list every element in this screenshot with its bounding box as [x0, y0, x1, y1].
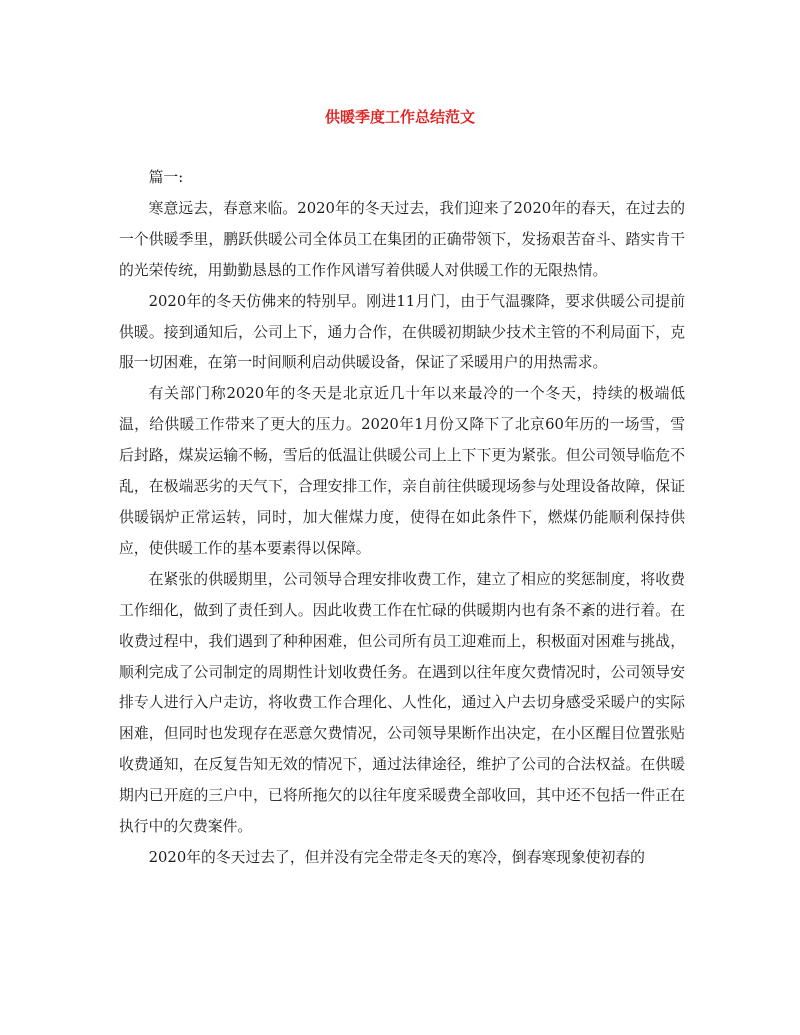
paragraph: 2020年的冬天仿佛来的特别早。刚进11月门，由于气温骤降，要求供暖公司提前供暖。接到通知后，公司上下，通力合作，在供暖初期缺少技术主管的不利局面下，克服一切困难，在第一时间顺利启动供暖设备，保证了采暖用户的用热需求。	[119, 292, 685, 372]
section-heading: 篇一:	[148, 169, 184, 186]
document-title: 供暖季度工作总结范文	[324, 108, 475, 126]
paragraph: 有关部门称2020年的冬天是北京近几十年以来最冷的一个冬天，持续的极端低温，给供暖工作带来了更大的压力。2020年1月份又降下了北京60年历的一场雪，雪后封路，煤炭运输不畅，雪后的低温让供暖公司上上下下更为紧张。但公司领导临危不乱，在极端恶劣的天气下，合理安排工作，亲自前往供暖现场参与处理设备故障，保证供暖锅炉正常运转，同时，加大催煤力度，使得在如此条件下，燃煤仍能顺利保持供应，使供暖工作的基本要素得以保障。	[119, 385, 685, 557]
document-body	[119, 163, 685, 874]
paragraph: 在紧张的供暖期里，公司领导合理安排收费工作，建立了相应的奖惩制度，将收费工作细化，做到了责任到人。因此收费工作在忙碌的供暖期内也有条不紊的进行着。在收费过程中，我们遇到了种种困难，但公司所有员工迎难而上，积极面对困难与挑战，顺利完成了公司制定的周期性计划收费任务。在遇到以往年度欠费情况时，公司领导安排专人进行入户走访，将收费工作合理化、人性化，通过入户去切身感受采暖户的实际困难，但同时也发现存在恶意欠费情况，公司领导果断作出决定，在小区醒目位置张贴收费通知，在反复告知无效的情况下，通过法律途径，维护了公司的合法权益。在供暖期内已开庭的三户中，已将所拖欠的以往年度采暖费全部收回，其中还不包括一件正在执行中的欠费案件。	[119, 570, 685, 836]
paragraph: 2020年的冬天过去了，但并没有完全带走冬天的寒冷，倒春寒现象使初春的	[148, 848, 645, 866]
paragraph: 寒意远去，春意来临。2020年的冬天过去，我们迎来了2020年的春天，在过去的一个供暖季里，鹏跃供暖公司全体员工在集团的正确带领下，发扬艰苦奋斗、踏实肯干的光荣传统，用勤勤恳恳的工作作风谱写着供暖人对供暖工作的无限热情。	[119, 199, 685, 279]
